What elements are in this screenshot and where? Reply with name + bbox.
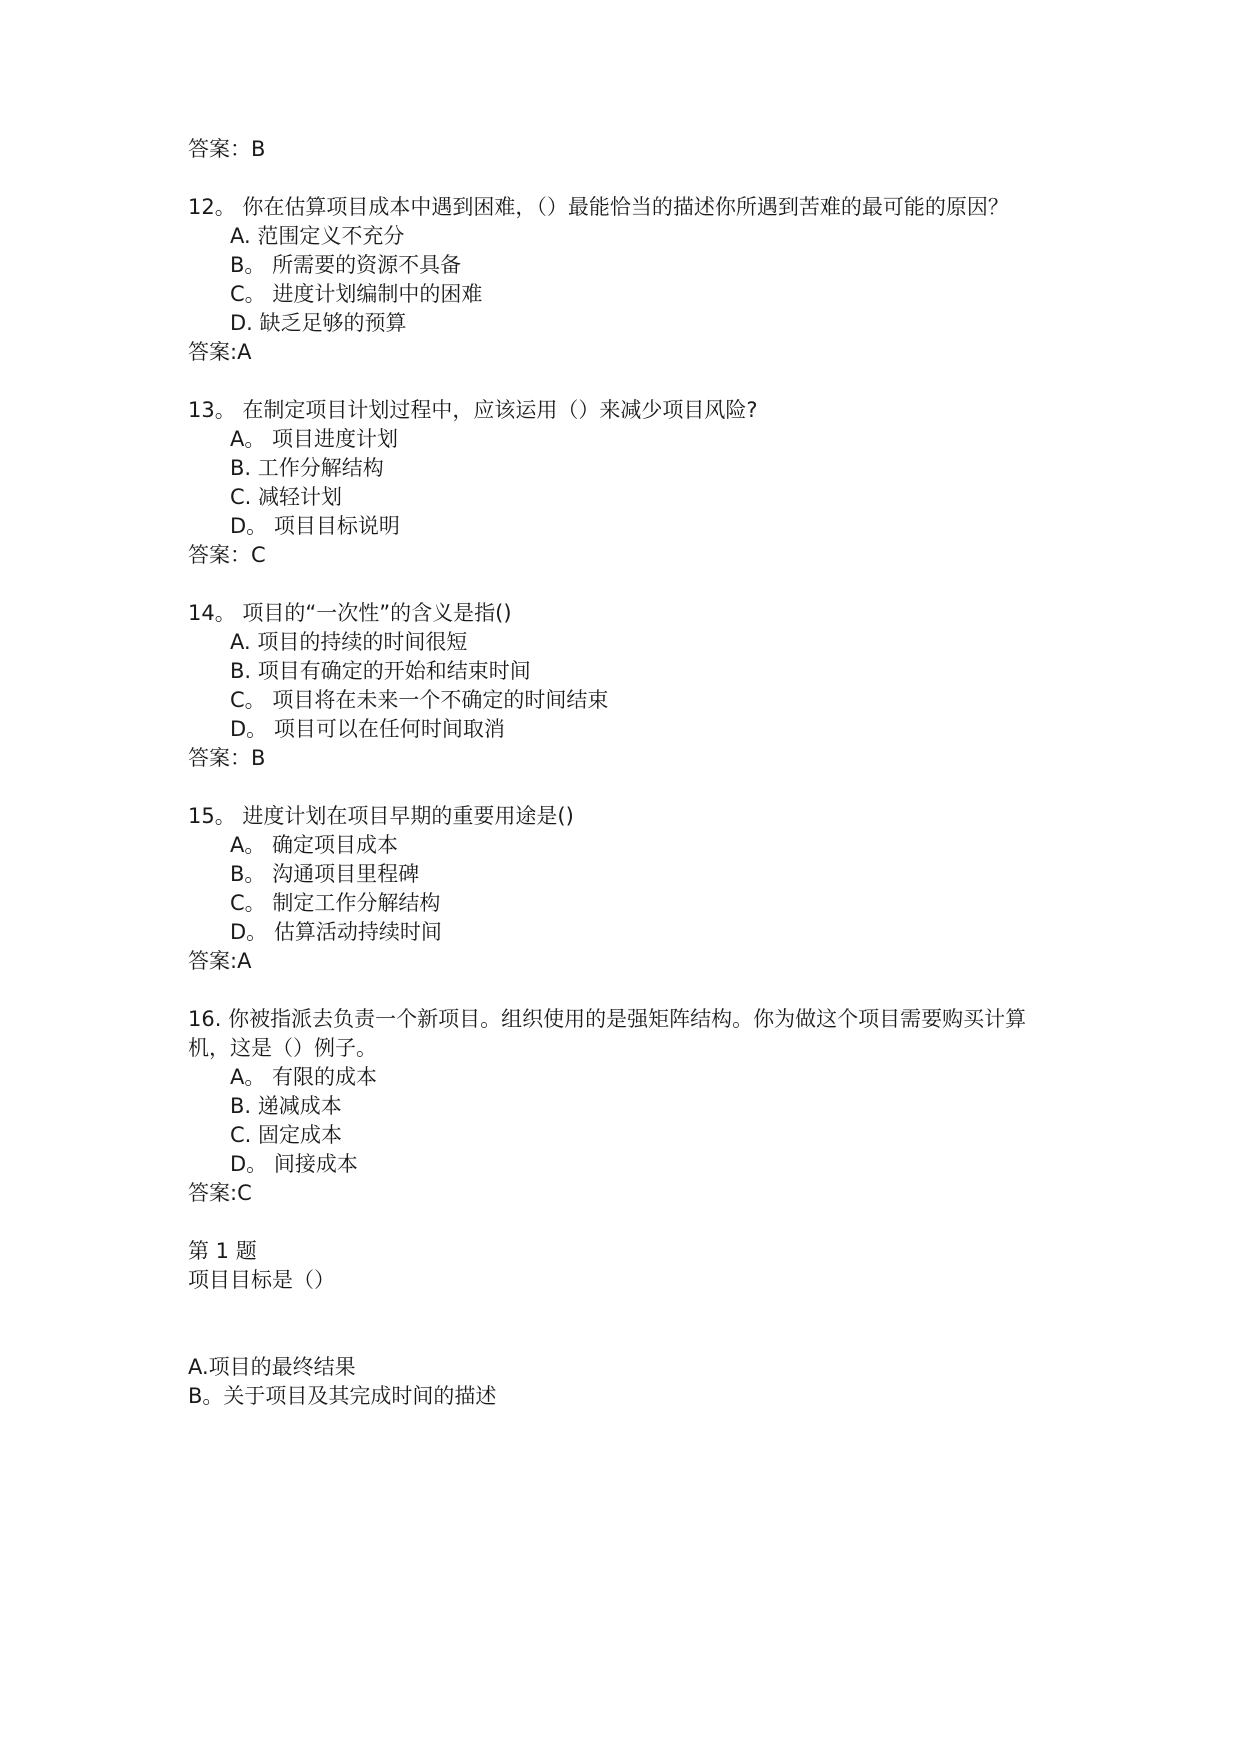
question-16-line-2: 机，这是（）例子。: [188, 1036, 377, 1060]
question-13-option-c: C. 减轻计划: [230, 485, 343, 509]
section-1-question: 项目目标是（）: [188, 1268, 335, 1292]
question-14-option-d: D。 项目可以在任何时间取消: [230, 717, 505, 741]
question-15-option-a: A。 确定项目成本: [230, 833, 399, 857]
question-15: 15。 进度计划在项目早期的重要用途是(): [188, 804, 574, 828]
question-12-option-a: A. 范围定义不充分: [230, 224, 405, 248]
question-12-option-b: B。 所需要的资源不具备: [230, 253, 462, 277]
question-12: 12。 你在估算项目成本中遇到困难，（）最能恰当的描述你所遇到苦难的最可能的原因？: [188, 195, 1009, 219]
answer-15: 答案:A: [188, 949, 252, 973]
question-14-option-a: A. 项目的持续的时间很短: [230, 630, 468, 654]
question-12-option-d: D. 缺乏足够的预算: [230, 311, 407, 335]
question-16-option-d: D。 间接成本: [230, 1152, 358, 1176]
question-13-option-b: B. 工作分解结构: [230, 456, 384, 480]
question-15-option-b: B。 沟通项目里程碑: [230, 862, 420, 886]
question-16-option-b: B. 递减成本: [230, 1094, 342, 1118]
question-14-option-b: B. 项目有确定的开始和结束时间: [230, 659, 531, 683]
question-14: 14。 项目的“一次性”的含义是指(): [188, 601, 512, 625]
section-1-option-b: B。关于项目及其完成时间的描述: [188, 1384, 497, 1408]
question-16-option-a: A。 有限的成本: [230, 1065, 378, 1089]
answer-13: 答案：C: [188, 543, 266, 567]
question-13-option-d: D。 项目目标说明: [230, 514, 400, 538]
answer-11: 答案：B: [188, 137, 266, 161]
question-13-option-a: A。 项目进度计划: [230, 427, 399, 451]
section-title-1: 第 1 题: [188, 1239, 257, 1263]
question-14-option-c: C。 项目将在未来一个不确定的时间结束: [230, 688, 609, 712]
question-15-option-c: C。 制定工作分解结构: [230, 891, 441, 915]
question-15-option-d: D。 估算活动持续时间: [230, 920, 442, 944]
answer-16: 答案:C: [188, 1181, 252, 1205]
question-16-option-c: C. 固定成本: [230, 1123, 343, 1147]
question-12-option-c: C。 进度计划编制中的困难: [230, 282, 483, 306]
answer-12: 答案:A: [188, 340, 252, 364]
question-13: 13。 在制定项目计划过程中，应该运用（）来减少项目风险?: [188, 398, 758, 422]
question-16-line-1: 16. 你被指派去负责一个新项目。组织使用的是强矩阵结构。你为做这个项目需要购买计算: [188, 1007, 1027, 1031]
section-1-option-a: A.项目的最终结果: [188, 1355, 356, 1379]
answer-14: 答案：B: [188, 746, 266, 770]
